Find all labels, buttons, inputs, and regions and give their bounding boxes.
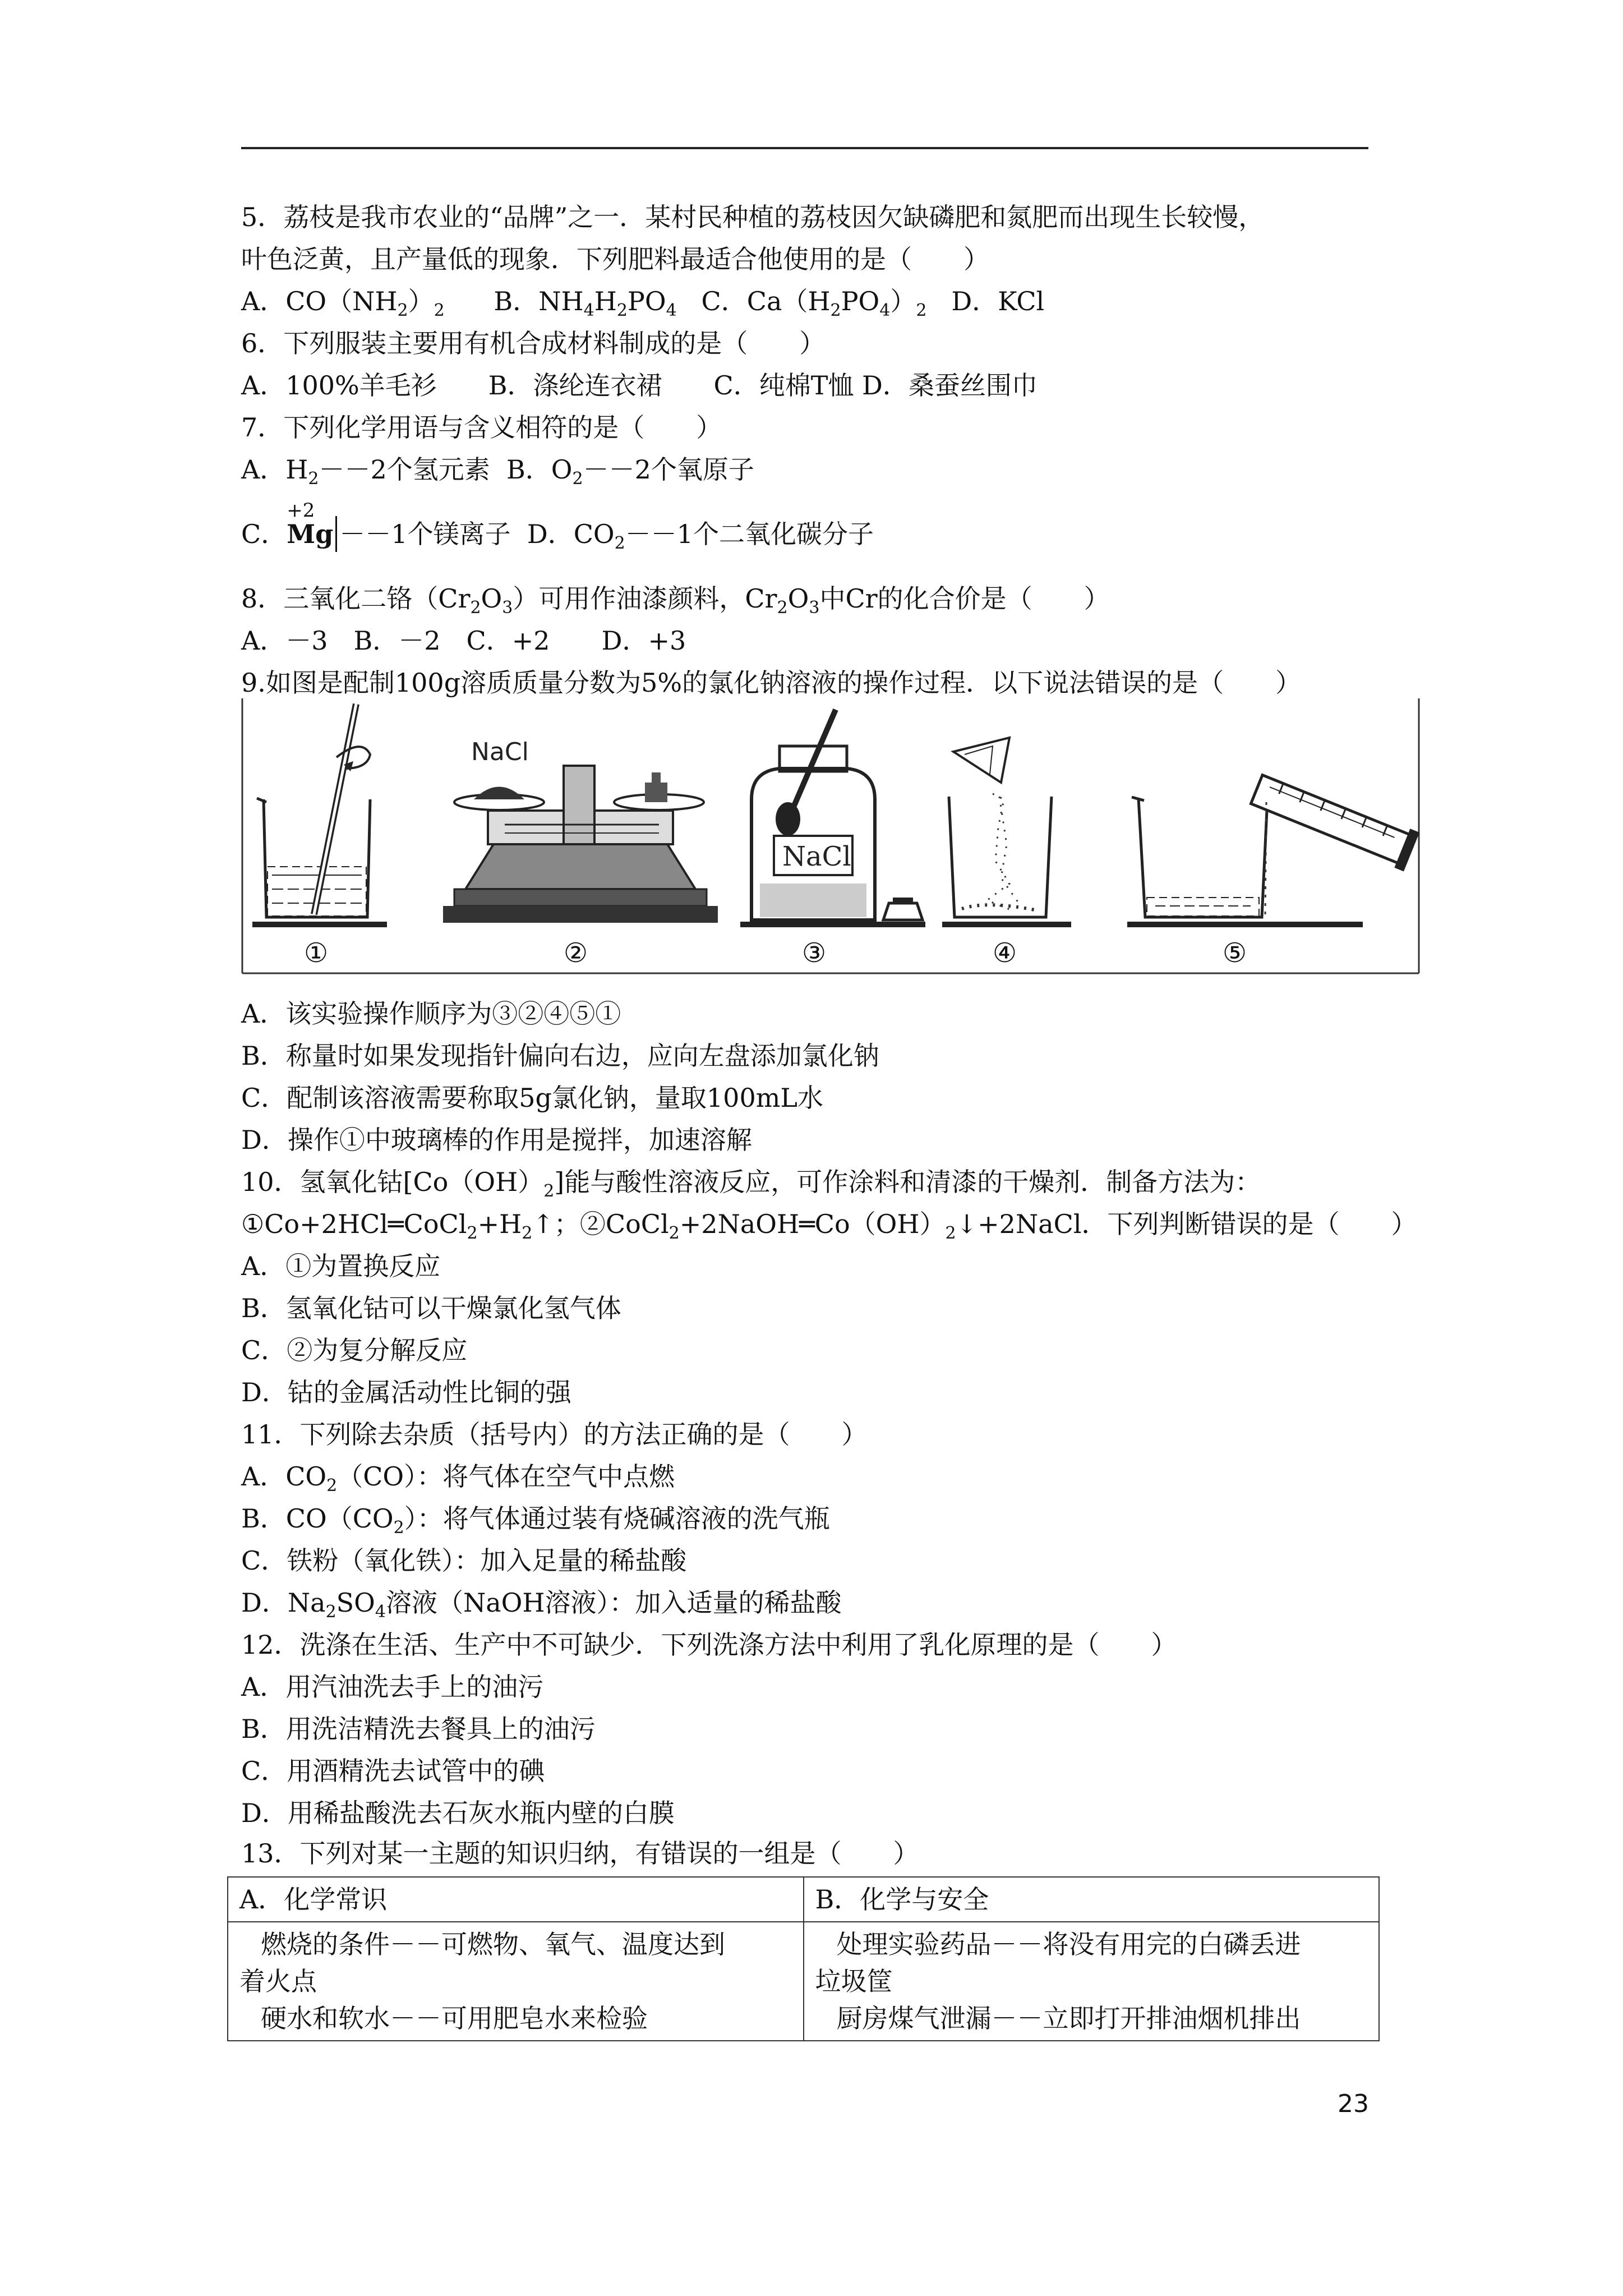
q5-option-c: C．$Ca(H_2PO_4)_2$ [701, 286, 927, 320]
q9-stem: 9.如图是配制100g溶质质量分数为5%的氯化钠溶液的操作过程．以下说法错误的是（ ） [241, 668, 1302, 698]
q5-option-a: A．$CO(NH_2)_2$ [241, 286, 445, 320]
q7-option-d: D．$CO_2--1$个二氧化碳分子 [527, 519, 874, 553]
q5-option-b: B．$NH_4H_2PO_4$ [494, 286, 677, 320]
q6-stem: 6．下列服装主要用有机合成材料制成的是（ ） [241, 328, 826, 358]
q11-option-b: B．$CO(CO_2)$：将气体通过装有烧碱溶液的洗气瓶 [241, 1503, 830, 1538]
page-number: 23 [1338, 2090, 1369, 2118]
q8-options: A．－3 B．－2 C．+2 D．+3 [241, 625, 686, 656]
q11-option-d: D．$Na_2SO_4$溶液（NaOH溶液）：加入适量的稀盐酸 [241, 1588, 842, 1622]
header-rule [241, 147, 1368, 149]
table-a-row2: 硬水和软水－－可用肥皂水来检验 [261, 2003, 648, 2033]
q10-option-d: D．钴的金属活动性比铜的强 [241, 1377, 571, 1407]
magnesium-valence-symbol: +2 Mg [287, 516, 337, 552]
q7-option-a: A．$H_2--2$个氢元素 [241, 454, 490, 489]
q5-option-d: D．KCl [951, 286, 1045, 316]
table-a-row1-line1: 燃烧的条件－－可燃物、氧气、温度达到 [261, 1929, 725, 1959]
figure-label-4: ④ [993, 937, 1017, 969]
q11-option-c: C．铁粉（氧化铁）：加入足量的稀盐酸 [241, 1545, 687, 1576]
reagent-bottle-step [740, 710, 925, 927]
q12-option-d: D．用稀盐酸洗去石灰水瓶内壁的白膜 [241, 1798, 675, 1828]
figure-label-3: ③ [802, 937, 827, 969]
table-b-row1-line2: 垃圾筐 [815, 1966, 893, 1996]
q12-stem: 12．洗涤在生活、生产中不可缺少．下列洗涤方法中利用了乳化原理的是（ ） [241, 1630, 1177, 1660]
q9-option-d: D．操作①中玻璃棒的作用是搅拌，加速溶解 [241, 1125, 752, 1155]
figure-label-1: ① [304, 937, 329, 969]
q5-stem-line1: 5．荔枝是我市农业的“品牌”之一．某村民种植的荔枝因欠缺磷肥和氮肥而出现生长较慢， [241, 202, 1265, 232]
q11-stem: 11．下列除去杂质（括号内）的方法正确的是（ ） [241, 1419, 868, 1450]
q7-stem: 7．下列化学用语与含义相符的是（ ） [241, 412, 722, 443]
q10-option-a: A．①为置换反应 [241, 1251, 441, 1281]
pour-water-step [1127, 770, 1419, 927]
q10-stem-line1: 10．氢氧化钴$[Co(OH)_2]$能与酸性溶液反应，可作涂料和清漆的干燥剂．制备方法为： [241, 1167, 1261, 1201]
table-b-row1-line1: 处理实验药品－－将没有用完的白磷丢进 [836, 1929, 1301, 1959]
q9-option-b: B．称量时如果发现指针偏向右边，应向左盘添加氯化钠 [241, 1041, 879, 1071]
table-head-a: A．化学常识 [228, 1877, 804, 1922]
q6-options: A．100%羊毛衫 B．涤纶连衣裙 C．纯棉T恤 D．桑蚕丝围巾 [241, 370, 1038, 401]
beaker-stirring-step [252, 704, 387, 927]
bottle-nacl-label: NaCl [782, 841, 851, 872]
table-a-row1-line2: 着火点 [239, 1966, 317, 1996]
table-head-b: B．化学与安全 [804, 1877, 1380, 1922]
balance-nacl-label: NaCl [471, 738, 529, 766]
table-b-row2: 厨房煤气泄漏－－立即打开排油烟机排出 [836, 2003, 1301, 2033]
q12-option-a: A．用汽油洗去手上的油污 [241, 1672, 544, 1702]
q5-stem-line2: 叶色泛黄，且产量低的现象．下列肥料最适合他使用的是（ ） [241, 244, 989, 274]
q7-options-cd [241, 499, 874, 553]
table-cell-a-content [228, 1922, 804, 2041]
q12-option-b: B．用洗洁精洗去餐具上的油污 [241, 1714, 596, 1744]
q7-option-b: B．$O_2--2$个氧原子 [506, 454, 754, 489]
q10-equations: $①Co+2HCl═CoCl_2+H_2↑$；$②CoCl_2+2NaOH═Co(OH)_2↓+2NaCl$．下列判断错误的是（ ） [241, 1209, 1417, 1243]
q9-option-a: A．该实验操作顺序为③②④⑤① [241, 999, 621, 1029]
table-cell-b-content [804, 1922, 1380, 2041]
q7-option-c: C． +2 Mg －－1个镁离子 [241, 519, 511, 549]
q8-stem: 8．三氧化二铬$(Cr_2O_3)$可用作油漆颜料，$Cr_2O_3$中Cr的化合价是（ ） [241, 583, 1110, 618]
q10-option-b: B．氢氧化钴可以干燥氯化氢气体 [241, 1293, 621, 1323]
q7-options-ab [241, 452, 754, 487]
knowledge-summary-table [227, 1876, 1380, 2041]
pour-solid-step [942, 738, 1071, 927]
q13-stem: 13．下列对某一主题的知识归纳，有错误的一组是（ ） [241, 1838, 919, 1869]
figure-label-2: ② [564, 937, 588, 969]
q5-options [241, 283, 1044, 319]
solution-preparation-figure [241, 698, 1422, 976]
q12-option-c: C．用酒精洗去试管中的碘 [241, 1756, 545, 1786]
q11-option-a: A．$CO_2(CO)$：将气体在空气中点燃 [241, 1461, 675, 1496]
q9-option-c: C．配制该溶液需要称取5g氯化钠，量取100mL水 [241, 1083, 823, 1113]
balance-weighing-step [443, 738, 718, 923]
q10-option-c: C．②为复分解反应 [241, 1335, 468, 1365]
figure-label-5: ⑤ [1223, 937, 1247, 969]
